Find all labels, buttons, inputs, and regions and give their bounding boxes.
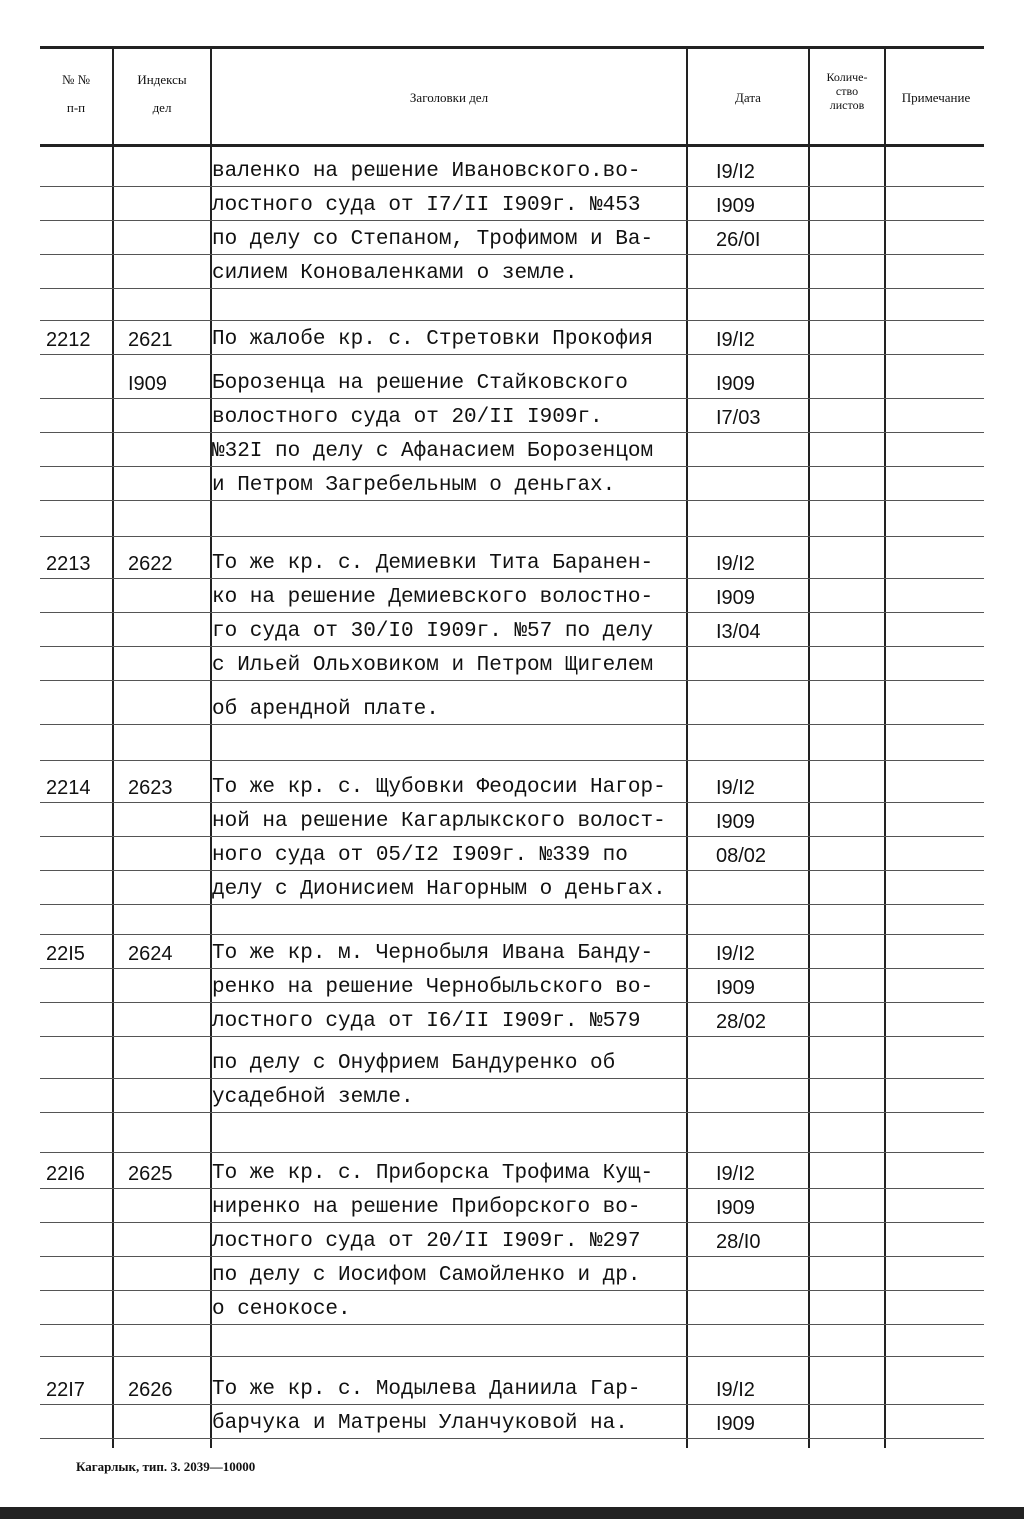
ruled-line [40, 1222, 984, 1223]
date-line: I909 [716, 977, 755, 999]
date-line: I9/I2 [716, 329, 755, 351]
date-line: I3/04 [716, 621, 761, 643]
title-line: барчука и Матрены Уланчуковой на. [212, 1412, 628, 1435]
date-line: I909 [716, 373, 755, 395]
entry-index: I909 [128, 373, 167, 395]
ruled-line [40, 500, 984, 501]
title-line: То же кр. с. Щубовки Феодосии Нагор- [212, 776, 666, 799]
ruled-line [40, 1078, 984, 1079]
ruled-line [40, 466, 984, 467]
entry-index: 2621 [128, 329, 173, 351]
ruled-line [40, 432, 984, 433]
title-line: Борозенца на решение Стайковского [212, 372, 628, 395]
title-line: То же кр. с. Демиевки Тита Баранен- [212, 552, 654, 575]
entry-number: 2212 [46, 329, 91, 351]
title-line: лостного суда от 20/II I909г. №297 [212, 1230, 641, 1253]
date-line: I9/I2 [716, 1379, 755, 1401]
ruled-line [40, 1036, 984, 1037]
date-line: I909 [716, 1413, 755, 1435]
entry-number: 22I6 [46, 1163, 85, 1185]
ruled-line [40, 578, 984, 579]
date-line: I9/I2 [716, 553, 755, 575]
ruled-line [40, 934, 984, 935]
date-line: 08/02 [716, 845, 767, 867]
ruled-line [40, 1188, 984, 1189]
entry-index: 2624 [128, 943, 173, 965]
header-number: № № п-п [61, 72, 91, 115]
date-line: I909 [716, 811, 755, 833]
ruled-line [40, 1152, 984, 1153]
entry-index: 2622 [128, 553, 173, 575]
ruled-line [40, 1438, 984, 1439]
entry-index: 2625 [128, 1163, 173, 1185]
header-sheet-count: Количе- ство листов [826, 70, 868, 112]
ruled-line [40, 1356, 984, 1357]
ruled-line [40, 680, 984, 681]
title-line: ного суда от 05/I2 I909г. №339 по [212, 844, 628, 867]
entry-number: 2214 [46, 777, 91, 799]
ruled-line [40, 1404, 984, 1405]
ruled-line [40, 724, 984, 725]
title-line: По жалобе кр. с. Стретовки Прокофия [212, 328, 654, 351]
title-line: с Ильей Ольховиком и Петром Щигелем [212, 654, 654, 677]
ruled-line [40, 288, 984, 289]
date-line: 28/I0 [716, 1231, 761, 1253]
title-line: ной на решение Кагарлыкского волост- [212, 810, 666, 833]
title-line: ниренко на решение Приборского во- [212, 1196, 641, 1219]
ruled-line [40, 254, 984, 255]
title-line: делу с Дионисием Нагорным о деньгах. [212, 878, 666, 901]
ruled-line [40, 646, 984, 647]
header-index: Индексы дел [137, 72, 187, 115]
ruled-line [40, 968, 984, 969]
ruled-line [40, 760, 984, 761]
title-line: валенко на решение Ивановского.во- [212, 160, 641, 183]
header-note: Примечание [901, 90, 971, 105]
header-date: Дата [735, 90, 761, 105]
date-line: I9/I2 [716, 943, 755, 965]
title-line: То же кр. с. Приборска Трофима Кущ- [212, 1162, 654, 1185]
column-divider [686, 48, 688, 1448]
ruled-line [40, 870, 984, 871]
title-line: №32I по делу с Афанасием Борозенцом [212, 440, 654, 463]
title-line: по делу с Иосифом Самойленко и др. [212, 1264, 641, 1287]
title-line: и Петром Загребельным о деньгах. [212, 474, 616, 497]
title-line: об арендной плате. [212, 698, 439, 721]
ruled-line [40, 1002, 984, 1003]
ruled-line [40, 1290, 984, 1291]
title-line: лостного суда от I7/II I909г. №453 [212, 194, 641, 217]
entry-number: 2213 [46, 553, 91, 575]
ruled-line [40, 802, 984, 803]
bottom-edge [0, 1507, 1024, 1519]
title-line: о сенокосе. [212, 1298, 351, 1321]
date-line: 28/02 [716, 1011, 767, 1033]
ruled-line [40, 1256, 984, 1257]
entry-index: 2626 [128, 1379, 173, 1401]
ruled-line [40, 836, 984, 837]
title-line: лостного суда от I6/II I909г. №579 [212, 1010, 641, 1033]
printer-imprint: Кагарлык, тип. З. 2039—10000 [76, 1459, 256, 1474]
header-rule [40, 144, 984, 147]
title-line: ренко на решение Чернобыльского во- [212, 976, 654, 999]
ruled-line [40, 186, 984, 187]
date-line: I909 [716, 195, 755, 217]
column-divider [112, 48, 114, 1448]
date-line: I9/I2 [716, 1163, 755, 1185]
ruled-line [40, 612, 984, 613]
ruled-line [40, 398, 984, 399]
ruled-line [40, 320, 984, 321]
ruled-line [40, 1324, 984, 1325]
entry-number: 22I7 [46, 1379, 85, 1401]
header-titles: Заголовки дел [409, 90, 489, 105]
title-line: по делу с Онуфрием Бандуренко об [212, 1052, 616, 1075]
title-line: То же кр. м. Чернобыля Ивана Банду- [212, 942, 654, 965]
entry-index: 2623 [128, 777, 173, 799]
ruled-line [40, 904, 984, 905]
title-line: То же кр. с. Модылева Даниила Гар- [212, 1378, 641, 1401]
title-line: по делу со Степаном, Трофимом и Ва- [212, 228, 654, 251]
date-line: 26/0I [716, 229, 761, 251]
ruled-line [40, 354, 984, 355]
date-line: I909 [716, 1197, 755, 1219]
title-line: усадебной земле. [212, 1086, 414, 1109]
date-line: I9/I2 [716, 777, 755, 799]
ruled-line [40, 220, 984, 221]
column-divider [808, 48, 810, 1448]
ruled-line [40, 536, 984, 537]
title-line: ко на решение Демиевского волостно- [212, 586, 654, 609]
ruled-line [40, 1112, 984, 1113]
title-line: го суда от 30/I0 I909г. №57 по делу [212, 620, 654, 643]
date-line: I9/I2 [716, 161, 755, 183]
title-line: волостного суда от 20/II I909г. [212, 406, 603, 429]
top-rule [40, 46, 984, 49]
entry-number: 22I5 [46, 943, 85, 965]
date-line: I909 [716, 587, 755, 609]
title-line: силием Коноваленками о земле. [212, 262, 578, 285]
column-divider [884, 48, 886, 1448]
date-line: I7/03 [716, 407, 761, 429]
